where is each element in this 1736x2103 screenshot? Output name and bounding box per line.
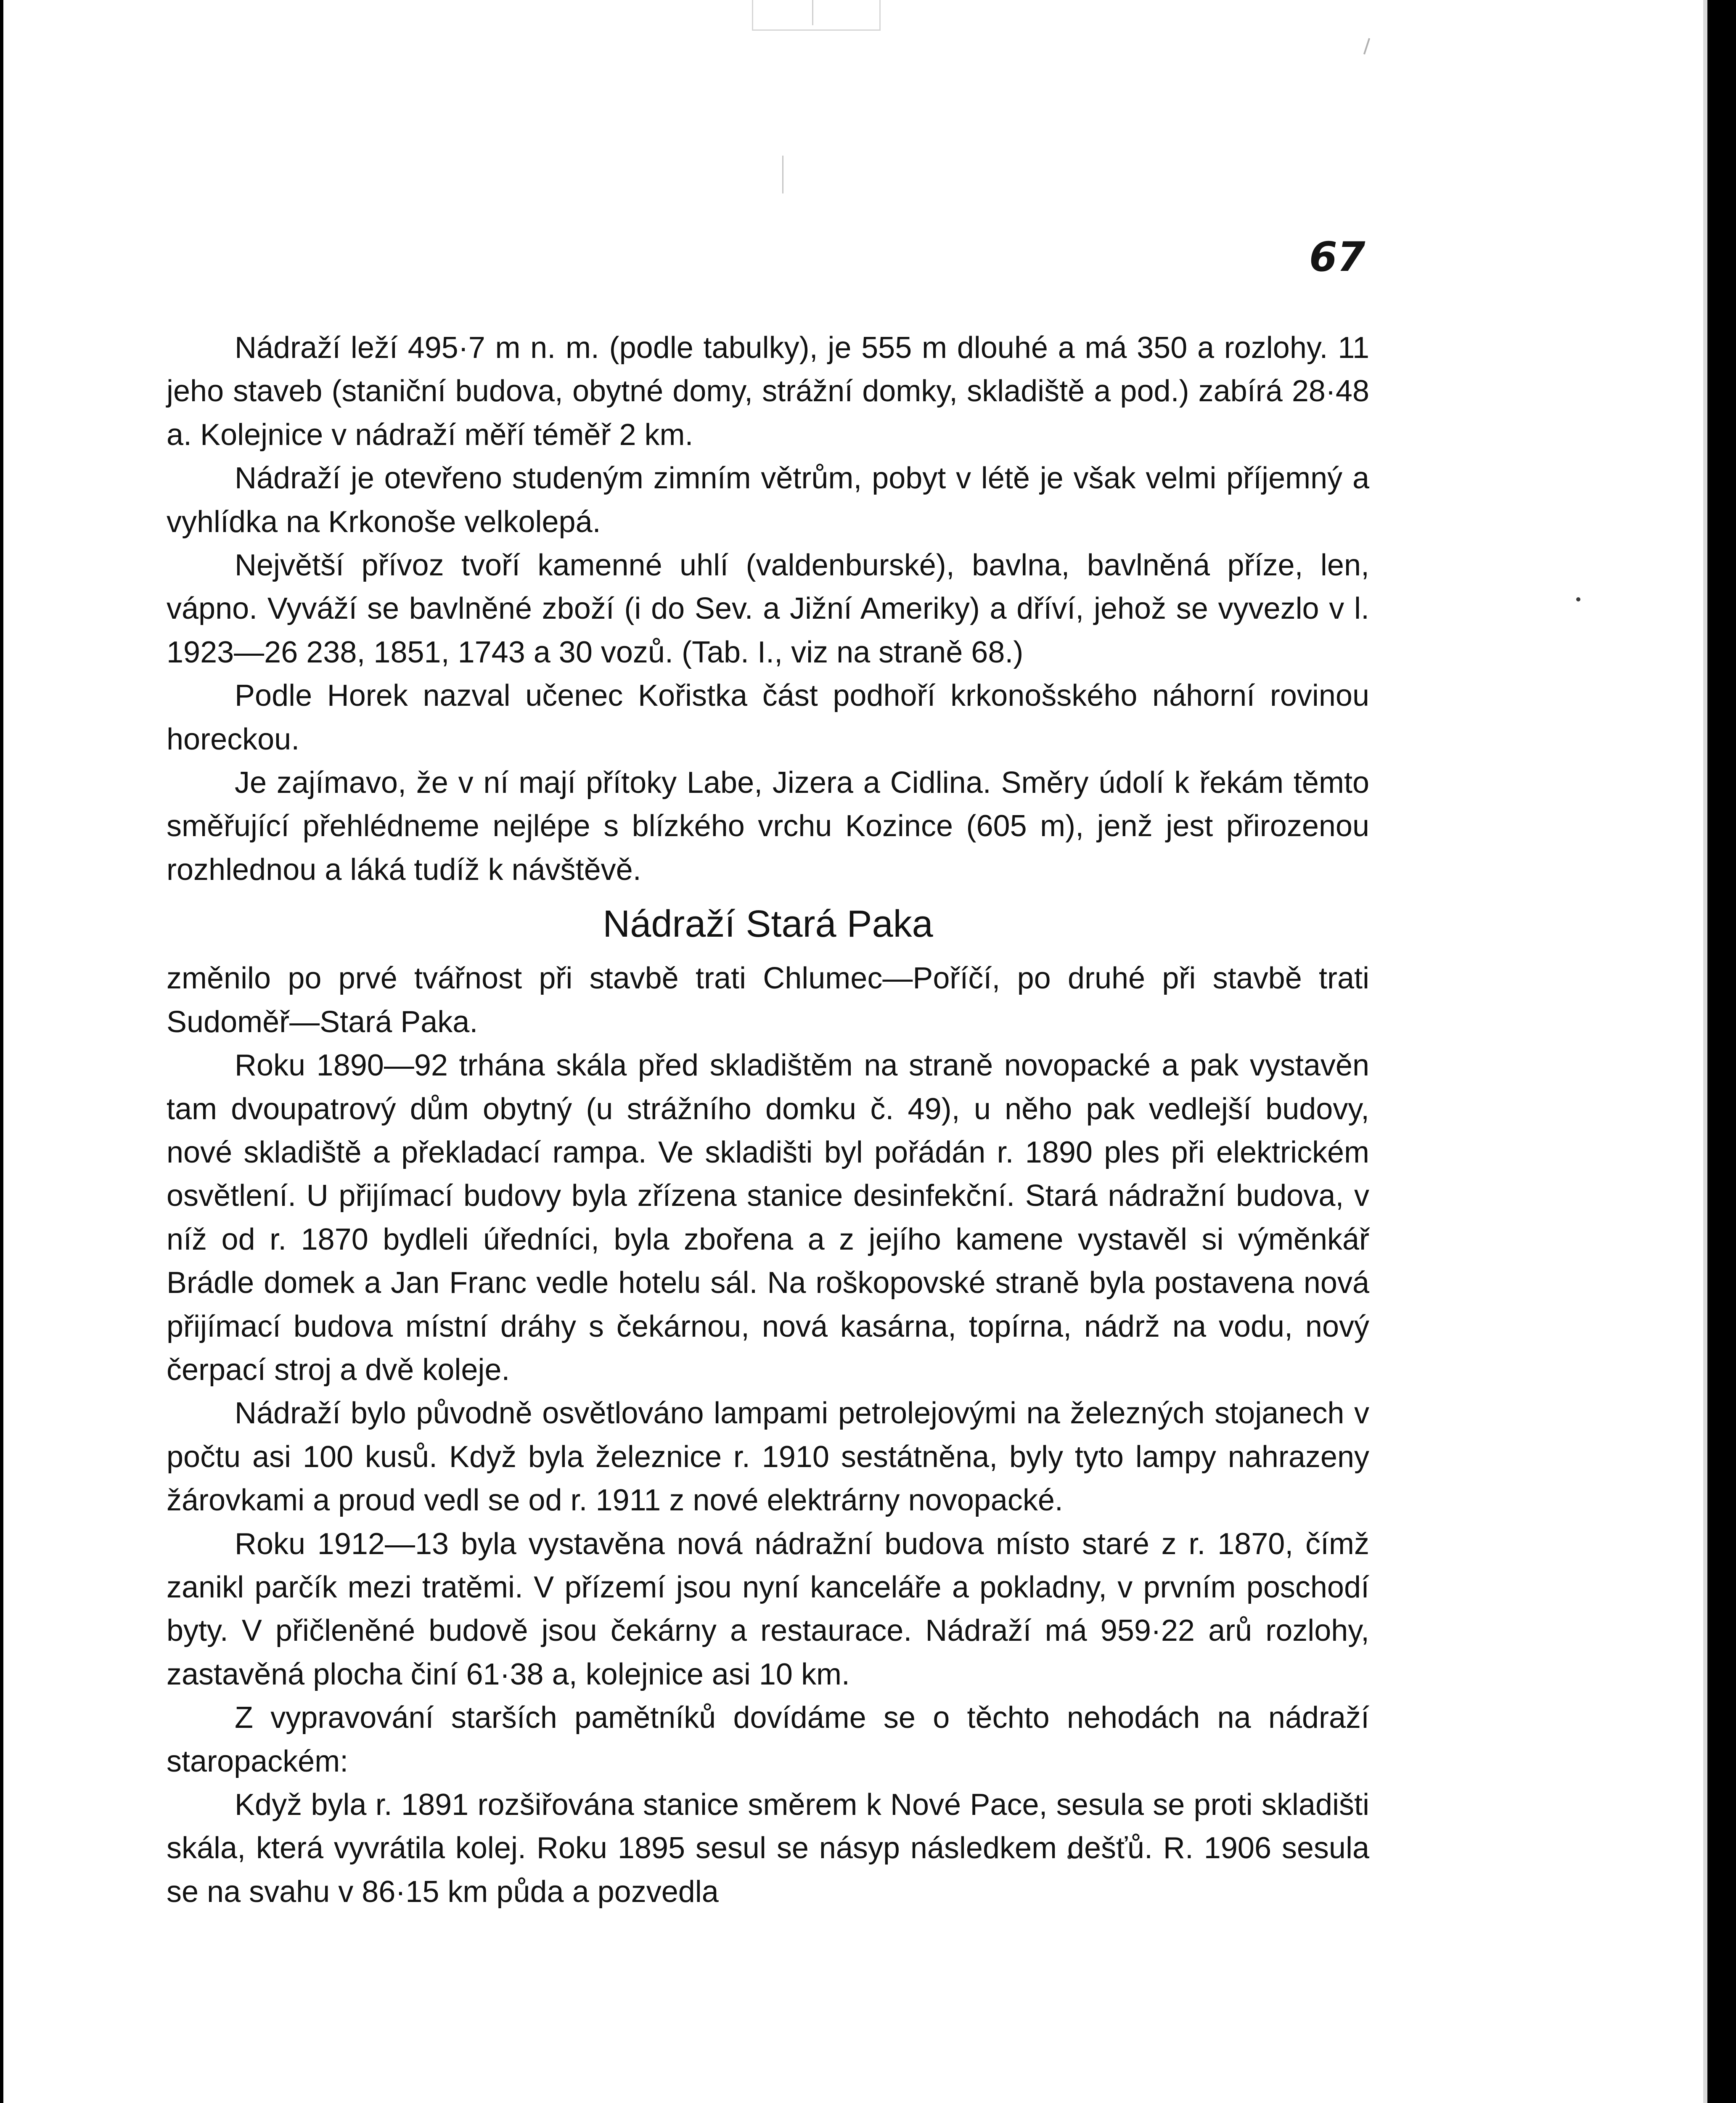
- paragraph: změnilo po prvé tvářnost při stavbě trati Chlumec—Poříčí, po druhé při stavbě trati Sudoměř—Stará Paka.: [167, 961, 1369, 1039]
- paragraph: Je zajímavo, že v ní mají přítoky Labe, Jizera a Cidlina. Směry údolí k řekám těmto směřující přehlédneme nejlépe s blízkého vrchu Kozince (605 m), jenž jest přirozenou rozhlednou a láká tudíž k návštěvě.: [167, 766, 1369, 887]
- paragraph: Největší přívoz tvoří kamenné uhlí (valdenburské), bavlna, bavlněná příze, len, vápno. Vyváží se bavlněné zboží (i do Sev. a Jižní Ameriky) a dříví, jehož se vyvezlo v l. 1923—26 238, 1851, 1743 a 30 vozů. (Tab. I., viz na straně 68.): [167, 548, 1369, 669]
- paragraph: Nádraží bylo původně osvětlováno lampami petrolejovými na železných stojanech v počtu asi 100 kusů. Když byla železnice r. 1910 sestátněna, byly tyto lampy nahrazeny žárovkami a proud vedl se od r. 1911 z nové elektrárny novopacké.: [167, 1396, 1369, 1518]
- paragraph: Nádraží leží 495·7 m n. m. (podle tabulky), je 555 m dlouhé a má 350 a rozlohy. 11 jeho staveb (staniční budova, obytné domy, strážní domky, skladiště a pod.) zabírá 28·48 a. Kolejnice v nádraží měří téměř 2 km.: [167, 331, 1369, 452]
- corner-mark: [1363, 38, 1370, 54]
- page-number: 67: [1309, 233, 1366, 281]
- section-heading: Nádraží Stará Paka: [603, 903, 933, 946]
- paragraph: Roku 1912—13 byla vystavěna nová nádražní budova místo staré z r. 1870, čímž zanikl parčík mezi tratěmi. V přízemí jsou nyní kanceláře a pokladny, v prvním poschodí byty. V přičleněné budově jsou čekárny a restaurace. Nádraží má 959·22 arů rozlohy, zastavěná plocha činí 61·38 a, kolejnice asi 10 km.: [167, 1527, 1369, 1691]
- paragraph: Z vypravování starších pamětníků dovídáme se o těchto nehodách na nádraží staropackém:: [167, 1701, 1369, 1778]
- document-page: [3, 0, 1707, 2103]
- binding-mark: [752, 0, 881, 31]
- paragraph: Když byla r. 1891 rozšiřována stanice směrem k Nové Pace, sesula se proti skladišti skála, která vyvrátila kolej. Roku 1895 sesul se násyp následkem dešťů. R. 1906 sesula se na svahu v 86·15 km půda a pozvedla: [167, 1788, 1369, 1909]
- speck: [1576, 597, 1580, 601]
- pencil-mark: [782, 156, 783, 193]
- paragraph: Roku 1890—92 trhána skála před skladištěm na straně novopacké a pak vystavěn tam dvoupatrový dům obytný (u strážního domku č. 49), u něho pak vedlejší budovy, nové skladiště a překladací rampa. Ve skladišti byl pořádán r. 1890 ples při elektrickém osvětlení. U přijímací budovy byla zřízena stanice desinfekční. Stará nádražní budova, v níž od r. 1870 bydleli úředníci, byla zbořena a z jejího kamene vystavěl si výměnkář Brádle domek a Jan Franc vedle hotelu sál. Na roškopovské straně byla postavena nová přijímací budova místní dráhy s čekárnou, nová kasárna, topírna, nádrž na vodu, nový čerpací stroj a dvě koleje.: [167, 1049, 1369, 1387]
- paragraph: Podle Horek nazval učenec Kořistka část podhoří krkonošského náhorní rovinou horeckou.: [167, 679, 1369, 756]
- page-text: [167, 326, 1369, 1914]
- paragraph: Nádraží je otevřeno studeným zimním větrům, pobyt v létě je však velmi příjemný a vyhlídka na Krkonoše velkolepá.: [167, 461, 1369, 539]
